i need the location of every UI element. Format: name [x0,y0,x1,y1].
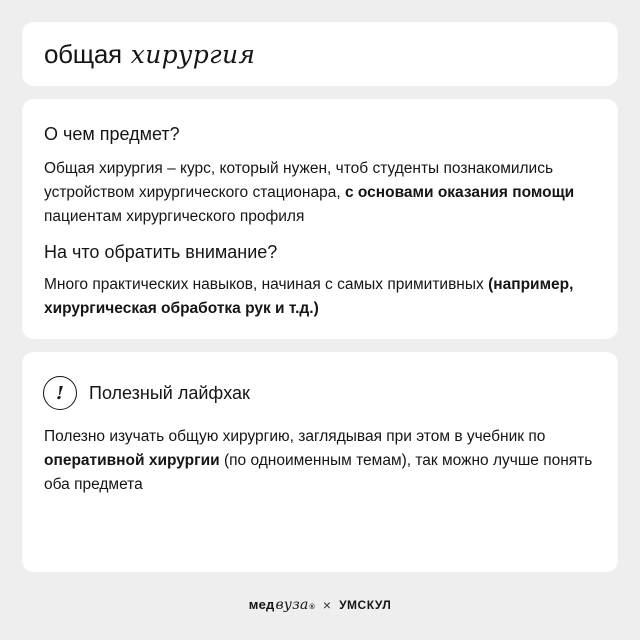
registered-mark: ® [309,604,315,611]
exclamation-icon: ! [43,376,77,410]
tip-text-end: (по одноименным темам), так можно лучше понять оба предмета [44,452,593,493]
question-heading-attention: На что обратить внимание? [44,242,278,262]
answer-attention-bold: (например, хирургическая обработка рук и т.д.) [44,276,574,317]
medvuza-logo-italic: вуза [275,597,309,613]
tip-card [22,352,618,572]
subject-card [22,99,618,339]
medvuza-logo [249,597,315,613]
page-title-plain: общая [44,38,122,69]
answer-attention [44,273,596,321]
tip-header [44,376,596,410]
answer-about-text: Общая хирургия – курс, который нужен, чтоб студенты познакомились устройством хирургического стационара, [44,160,554,201]
tip-text [44,425,596,497]
footer [0,593,640,617]
medvuza-logo-plain: мед [248,597,275,612]
answer-attention-text: Много практических навыков, начиная с самых примитивных [44,276,489,293]
title-card [22,22,618,86]
tip-title: Полезный лайфхак [89,383,250,403]
question-heading-about: О чем предмет? [44,124,180,144]
answer-about-bold: с основами оказания помощи [344,184,575,201]
answer-about [44,157,596,229]
umskul-logo: УМСКУЛ [339,598,392,612]
times-icon: × [322,597,332,613]
tip-text-bold: оперативной хирургии [44,452,220,469]
page-title-italic: хирургия [130,39,256,69]
answer-about-text-end: пациентам хирургического профиля [44,208,305,225]
tip-text-start: Полезно изучать общую хирургию, заглядывая при этом в учебник по [44,428,546,445]
